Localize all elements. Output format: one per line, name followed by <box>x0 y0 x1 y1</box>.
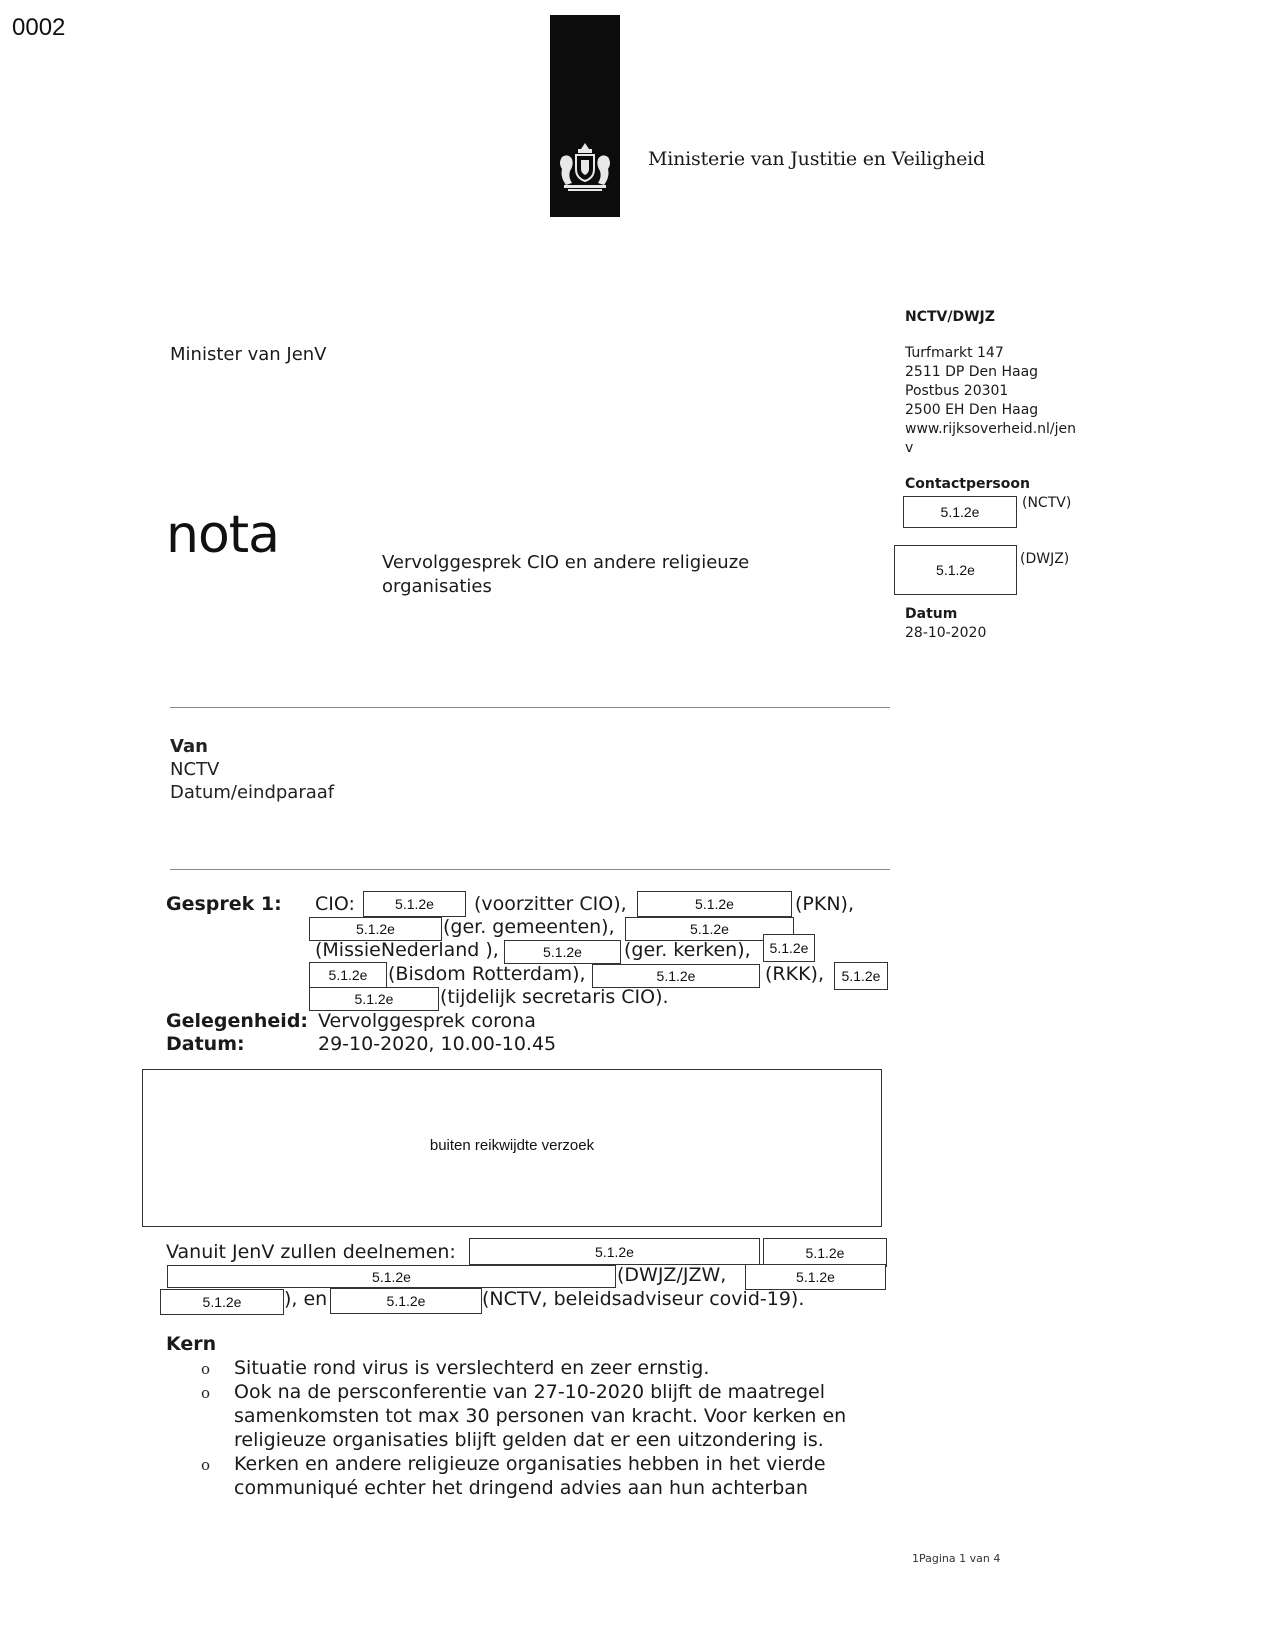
redaction-box: 5.1.2e <box>167 1265 616 1288</box>
meeting-text: (PKN), <box>795 893 854 915</box>
bullet-icon: o <box>201 1360 211 1378</box>
address-line: 2511 DP Den Haag <box>905 364 1039 380</box>
kern-item: Situatie rond virus is verslechterd en zeer ernstig. <box>234 1357 710 1379</box>
contact-label: Contactpersoon <box>905 476 1030 492</box>
participants-text: ), en <box>284 1288 328 1310</box>
redaction-box: 5.1.2e <box>330 1288 482 1314</box>
meeting-date-value: 29-10-2020, 10.00-10.45 <box>318 1033 557 1055</box>
from-label: Van <box>170 736 208 757</box>
redaction-box: 5.1.2e <box>894 545 1017 595</box>
redaction-box: 5.1.2e <box>309 962 387 988</box>
department-label: NCTV/DWJZ <box>905 309 995 325</box>
redaction-box: 5.1.2e <box>763 1238 887 1267</box>
occasion-label: Gelegenheid: <box>166 1010 309 1032</box>
participants-intro: Vanuit JenV zullen deelnemen: <box>166 1241 456 1263</box>
kern-item: Ook na de persconferentie van 27-10-2020 blijft de maatregel samenkomsten tot max 30 personen van kracht. Voor kerken en religieuze organisaties blijft gelden dat er een uitzondering is. <box>234 1381 847 1451</box>
redaction-box: 5.1.2e <box>625 917 794 941</box>
redaction-box: 5.1.2e <box>637 891 792 917</box>
meeting-text: (voorzitter CIO), <box>474 893 627 915</box>
redaction-box: 5.1.2e <box>592 964 760 988</box>
page-marker: 0002 <box>12 14 66 41</box>
contact-1-suffix: (NCTV) <box>1022 495 1072 511</box>
address-line: Postbus 20301 <box>905 383 1009 399</box>
address-line: v <box>905 440 914 456</box>
kern-heading: Kern <box>166 1333 217 1355</box>
redaction-box: 5.1.2e <box>903 496 1017 528</box>
meeting-text: (RKK), <box>765 963 824 985</box>
bullet-icon: o <box>201 1384 211 1402</box>
recipient: Minister van JenV <box>170 344 327 365</box>
meeting-text: (tijdelijk secretaris CIO). <box>440 986 669 1008</box>
website-link[interactable]: www.rijksoverheid.nl/jen <box>905 421 1076 437</box>
divider <box>170 707 890 708</box>
meeting-text: (ger. kerken), <box>624 939 751 961</box>
address-line: 2500 EH Den Haag <box>905 402 1039 418</box>
bullet-icon: o <box>201 1456 211 1474</box>
meeting-date-label: Datum: <box>166 1033 245 1055</box>
meeting-cio-prefix: CIO: <box>315 893 355 915</box>
meeting-text: (MissieNederland ), <box>315 939 499 961</box>
participants-text: (DWJZ/JZW, <box>617 1264 727 1286</box>
out-of-scope-box: buiten reikwijdte verzoek <box>142 1069 882 1227</box>
date-value: 28-10-2020 <box>905 625 987 641</box>
meeting-text: (ger. gemeenten), <box>443 916 615 938</box>
ministry-name: Ministerie van Justitie en Veiligheid <box>648 148 986 170</box>
redaction-box: 5.1.2e <box>363 891 466 917</box>
meeting-text: (Bisdom Rotterdam), <box>388 963 586 985</box>
address-block <box>905 344 1076 458</box>
participants-text: (NCTV, beleidsadviseur covid-19). <box>482 1288 805 1310</box>
address-line: Turfmarkt 147 <box>905 345 1004 361</box>
from-value: NCTV <box>170 759 220 780</box>
redaction-box: 5.1.2e <box>745 1264 886 1290</box>
contact-2-suffix: (DWJZ) <box>1020 551 1070 567</box>
document-type: nota <box>166 505 280 565</box>
from-date-label: Datum/eindparaaf <box>170 782 335 803</box>
redaction-box: 5.1.2e <box>160 1289 284 1315</box>
redaction-box: 5.1.2e <box>309 987 439 1011</box>
meeting-label: Gesprek 1: <box>166 893 282 915</box>
divider <box>170 869 890 870</box>
coat-of-arms-icon <box>556 139 614 195</box>
page-footer: 1Pagina 1 van 4 <box>912 1552 1001 1565</box>
redaction-box: 5.1.2e <box>834 962 888 990</box>
kern-item: Kerken en andere religieuze organisaties hebben in het vierde communiqué echter het dringend advies aan hun achterban <box>234 1453 826 1499</box>
date-label: Datum <box>905 606 958 622</box>
subject: Vervolggesprek CIO en andere religieuze organisaties <box>382 552 750 597</box>
redaction-box: 5.1.2e <box>469 1238 760 1265</box>
redaction-box: 5.1.2e <box>309 917 442 941</box>
occasion-value: Vervolggesprek corona <box>318 1010 536 1032</box>
ministry-logo-bar <box>550 15 620 217</box>
redaction-box: 5.1.2e <box>763 934 815 962</box>
redaction-box: 5.1.2e <box>504 940 621 964</box>
